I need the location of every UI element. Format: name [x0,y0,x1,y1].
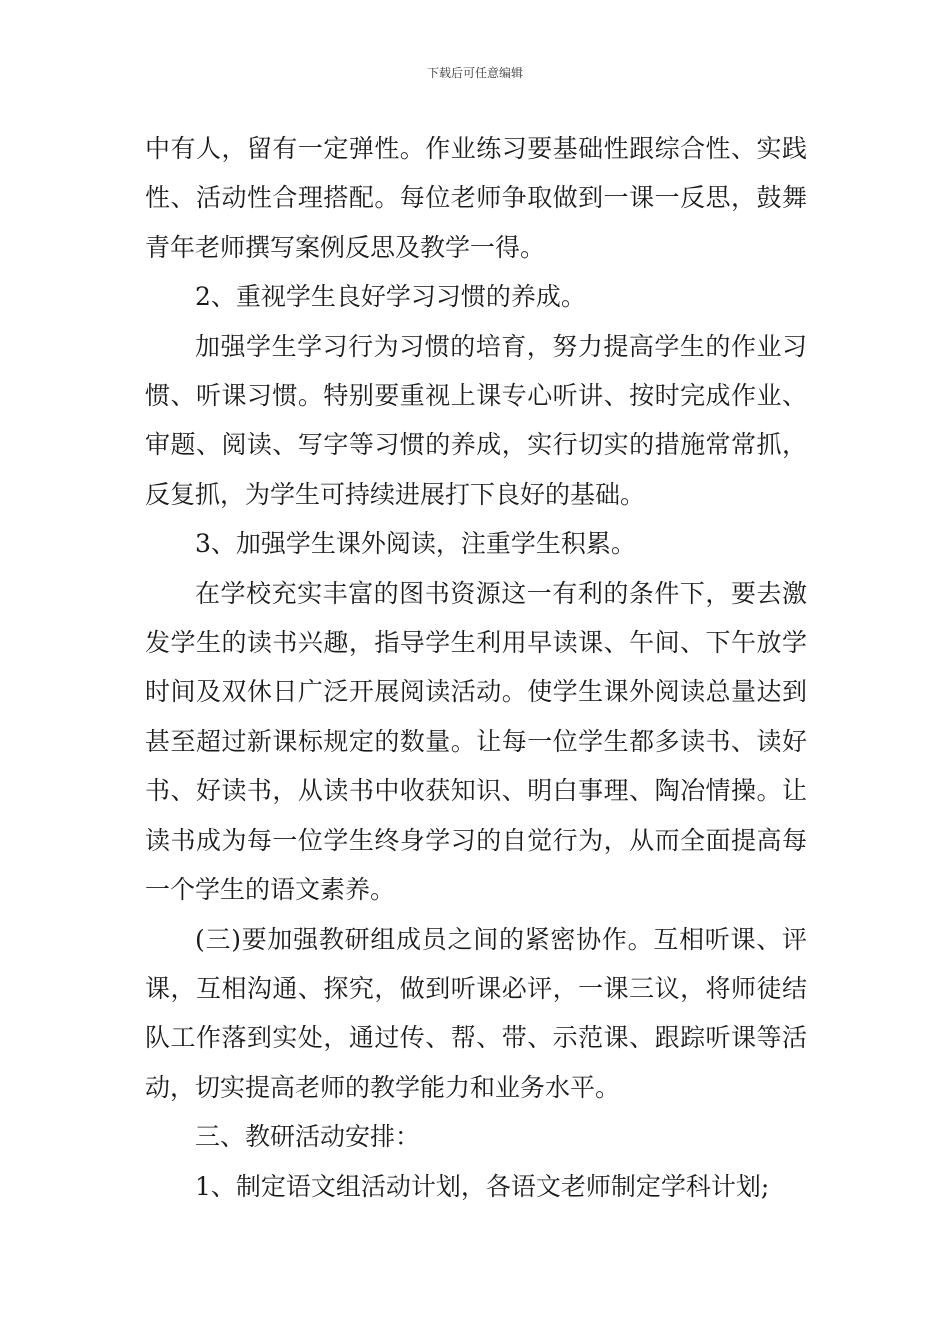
page-header: 下载后可任意编辑 [426,66,523,80]
paragraph-5: 在学校充实丰富的图书资源这一有利的条件下，要去激发学生的读书兴趣，指导学生利用早读课、午间、下午放学时间及双休日广泛开展阅读活动。使学生课外阅读总量达到甚至超过新课标规定的数量。让每一位学生都多读书、读好书、好读书，从读书中收获知识、明白事理、陶冶情操。让读书成为每一位学生终身学习的自觉行为，从而全面提高每一个学生的语文素养。 [145,578,807,905]
paragraph-2: 2、重视学生良好学习习惯的养成。 [195,282,586,312]
paragraph-3: 加强学生学习行为习惯的培育，努力提高学生的作业习惯、听课习惯。特别要重视上课专心听讲、按时完成作业、审题、阅读、写字等习惯的养成，实行切实的措施常常抓，反复抓，为学生可持续进展打下良好的基础。 [145,331,807,509]
paragraph-4: 3、加强学生课外阅读，注重学生积累。 [195,529,636,559]
paragraph-7: 三、教研活动安排： [195,1122,421,1152]
document-body [145,124,807,1211]
paragraph-8: 1、制定语文组活动计划，各语文老师制定学科计划; [195,1171,770,1201]
paragraph-1: 中有人，留有一定弹性。作业练习要基础性跟综合性、实践性、活动性合理搭配。每位老师争取做到一课一反思，鼓舞青年老师撰写案例反思及教学一得。 [145,134,807,262]
paragraph-6: (三)要加强教研组成员之间的紧密协作。互相听课、评课，互相沟通、探究，做到听课必评，一课三议，将师徒结队工作落到实处，通过传、帮、带、示范课、跟踪听课等活动，切实提高老师的教学能力和业务水平。 [145,924,807,1102]
